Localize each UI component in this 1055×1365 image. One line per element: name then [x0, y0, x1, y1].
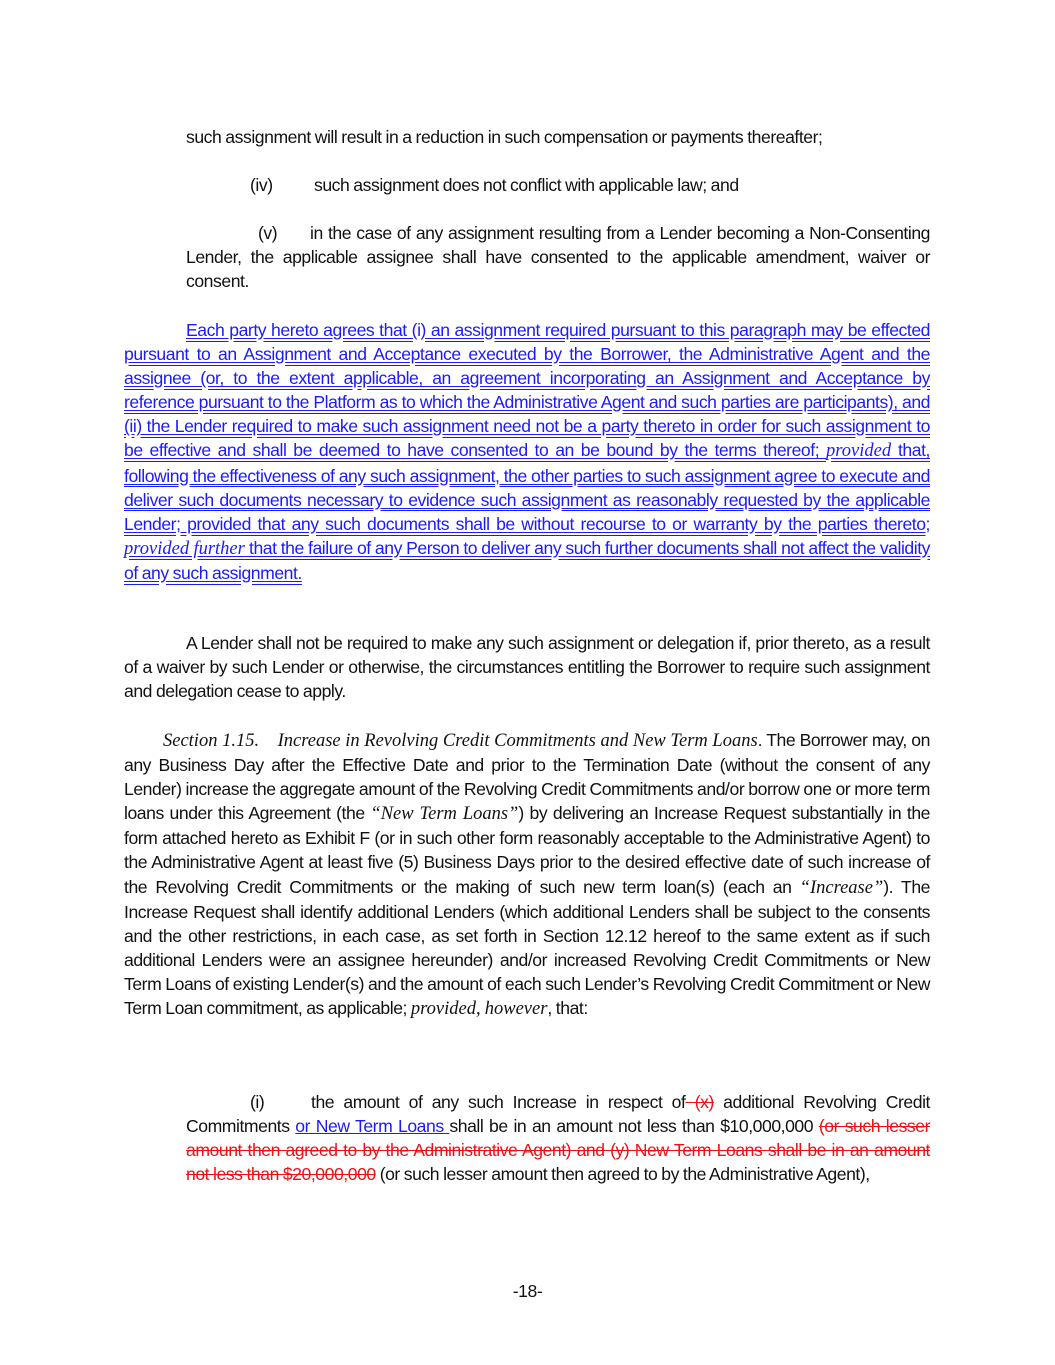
- text: , that:: [547, 998, 588, 1019]
- clause-text: in the case of any assignment resulting from a Lender becoming a Non-Consenting Lender, the applicable assignee shall have consented to the applicable amendment, waiver or consent.: [186, 223, 930, 292]
- section-1-15: [124, 728, 930, 1021]
- inserted-text-italic: provided: [826, 441, 892, 462]
- text: . The Borrower may, on any Business Day after the Effective Date and prior to the Termination Date (without the consent of any Lender) increase the aggregate amount of the Revolving Credit Commitments and/or borrow one or more term loans under this Agreement (the: [124, 730, 930, 824]
- text: (or such lesser amount then agreed to by the Administrative Agent),: [375, 1164, 870, 1185]
- text: A Lender shall not be required to make any such assignment or delegation if, prior thereto, as a result of a waiver by such Lender or otherwise, the circumstances entitling the Borrower to require such assignment and delegation cease to apply.: [124, 633, 930, 702]
- text: ). The Increase Request shall identify additional Lenders (which additional Lenders shall be subject to the consents and the other restrictions, in each case, as set forth in Section 12.12 hereof to the same extent as if such additional Lenders were an assignee hereunder) and/or increased Revolving Credit Commitments or New Term Loans of existing Lender(s) and the amount of each such Lender’s Revolving Credit Commitment or New Term Loan commitment, as applicable;: [124, 876, 930, 1019]
- inserted-text-italic: provided further: [124, 538, 245, 559]
- clause-number: (iv): [250, 175, 273, 195]
- defined-term: “New Term Loans”: [370, 804, 519, 825]
- paragraph-continuation: [186, 125, 930, 149]
- clause-v: [186, 221, 930, 293]
- lender-paragraph: [124, 631, 930, 703]
- page-number-text: -18-: [512, 1281, 543, 1301]
- text: such assignment will result in a reduction in such compensation or payments thereafter;: [186, 127, 823, 147]
- clause-text: such assignment does not conflict with applicable law; and: [314, 175, 739, 195]
- text: shall be in an amount not less than $10,000,000: [449, 1116, 819, 1137]
- inserted-paragraph: [124, 318, 930, 585]
- inserted-text: or New Term Loans: [295, 1116, 450, 1137]
- page-number: [0, 1279, 1055, 1303]
- clause-iv: [186, 173, 930, 197]
- text: the amount of any such Increase in respect of: [311, 1092, 686, 1112]
- inserted-text: that, following the effectiveness of any such assignment, the other parties to such assignment agree to execute and deliver such documents necessary to evidence such assignment as reasonably requested by the applicable Lender; provided that any such documents shall be without recourse to or warranty by the parties thereto;: [124, 440, 930, 534]
- inserted-text: that the failure of any Person to deliver any such further documents shall not affect the validity of any such assignment.: [124, 537, 931, 583]
- section-heading: Section 1.15. Increase in Revolving Credit Commitments and New Term Loans: [163, 731, 758, 751]
- clause-number: (v): [258, 223, 278, 243]
- clause-number: (i): [250, 1092, 265, 1112]
- text: ) by delivering an Increase Request substantially in the form attached hereto as Exhibit F (or in such other form reasonably acceptable to the Administrative Agent) to the Administrative Agent at least five (5) Business Days prior to the desired effective date of such increase of the Revolving Credit Commitments or the making of such new term loan(s) (each an: [124, 803, 931, 897]
- deleted-text: (x): [685, 1092, 714, 1112]
- text: additional Revolving Credit Commitments: [186, 1092, 930, 1137]
- clause-i: [186, 1090, 930, 1186]
- deleted-text: (or such lesser amount then agreed to by the Administrative Agent) and (y) New Term Loans shall be in an amount not less than $20,000,000: [186, 1116, 931, 1185]
- defined-term: “Increase”: [799, 877, 884, 898]
- inserted-text: Each party hereto agrees that (i) an assignment required pursuant to this paragraph may be effected pursuant to an Assignment and Acceptance executed by the Borrower, the Administrative Agent and the assignee (or, to the extent applicable, an agreement incorporating an Assignment and Acceptance by reference pursuant to the Platform as to which the Administrative Agent and such parties are participants), and (ii) the Lender required to make such assignment need not be a party thereto in order for such assignment to be effective and shall be deemed to have consented to an be bound by the terms thereof;: [124, 320, 930, 461]
- proviso: provided, however: [410, 999, 548, 1020]
